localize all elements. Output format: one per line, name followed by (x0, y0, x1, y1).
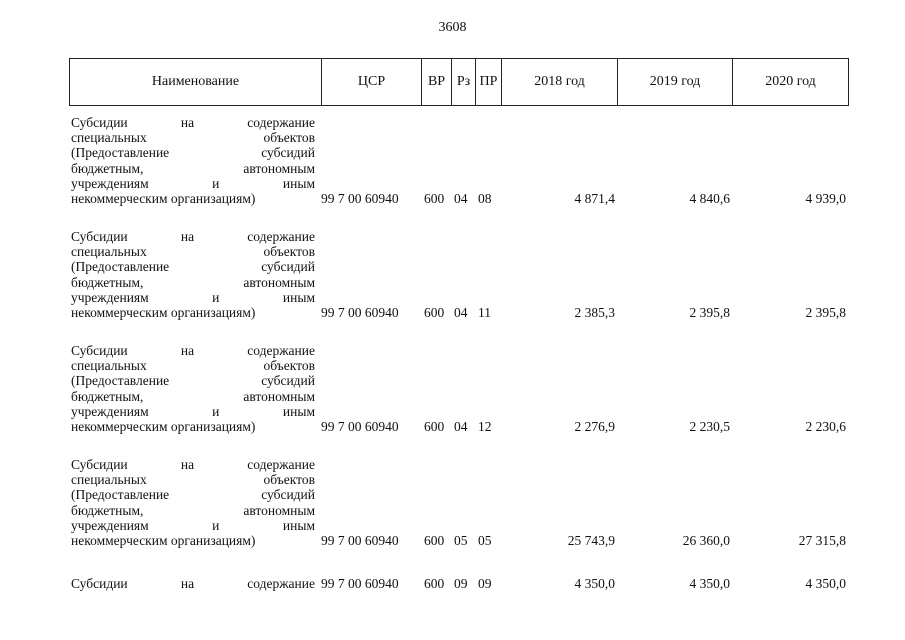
row-name-line: учреждениям и иным (71, 403, 315, 419)
cell-rz: 04 (454, 305, 468, 320)
cell-y2020: 4 939,0 (805, 191, 846, 206)
cell-vr: 600 (424, 305, 445, 320)
row-name-line: учреждениям и иным (71, 175, 315, 191)
row-name-line: Субсидии на содержание (71, 343, 315, 358)
row-name-line: Субсидии на содержание (71, 457, 315, 472)
header-vr: ВР (422, 59, 452, 105)
row-name (71, 457, 315, 548)
cell-csr: 99 7 00 60940 (321, 419, 399, 434)
cell-pr: 08 (478, 191, 492, 206)
header-2018: 2018 год (502, 59, 618, 105)
cell-vr: 600 (424, 533, 445, 548)
row-name-line: (Предоставление субсидий (71, 259, 315, 275)
cell-vr: 600 (424, 419, 445, 434)
cell-y2020: 2 230,6 (805, 419, 846, 434)
cell-pr: 05 (478, 533, 492, 548)
cell-y2020: 27 315,8 (798, 533, 846, 548)
cell-pr: 12 (478, 419, 492, 434)
cell-csr: 99 7 00 60940 (321, 576, 399, 591)
cell-vr: 600 (424, 576, 445, 591)
cell-y2018: 2 276,9 (574, 419, 615, 434)
header-name: Наименование (70, 59, 322, 105)
cell-pr: 09 (478, 576, 492, 591)
row-name-line: Субсидии на содержание (71, 229, 315, 244)
cell-y2019: 4 840,6 (689, 191, 730, 206)
row-name-line: Субсидии на содержание (71, 576, 315, 591)
row-name-line: учреждениям и иным (71, 289, 315, 305)
cell-rz: 04 (454, 191, 468, 206)
header-pr: ПР (476, 59, 502, 105)
cell-rz: 05 (454, 533, 468, 548)
cell-y2018: 4 350,0 (574, 576, 615, 591)
row-name-line: бюджетным, автономным (71, 502, 315, 518)
cell-y2020: 2 395,8 (805, 305, 846, 320)
table-header (69, 58, 849, 106)
row-name (71, 115, 315, 206)
cell-y2018: 25 743,9 (567, 533, 615, 548)
page-number: 3608 (438, 20, 467, 35)
row-name-line: бюджетным, автономным (71, 160, 315, 176)
row-name (71, 576, 315, 591)
cell-y2019: 4 350,0 (689, 576, 730, 591)
cell-csr: 99 7 00 60940 (321, 533, 399, 548)
row-name-line: специальных объектов (71, 472, 315, 488)
cell-y2018: 4 871,4 (574, 191, 615, 206)
row-name-line: специальных объектов (71, 244, 315, 260)
header-2019: 2019 год (618, 59, 733, 105)
row-name-line: некоммерческим организациям) (71, 418, 256, 434)
header-csr: ЦСР (322, 59, 422, 105)
row-name-line: (Предоставление субсидий (71, 487, 315, 503)
row-name-line: Субсидии на содержание (71, 115, 315, 130)
row-name-line: специальных объектов (71, 358, 315, 374)
header-2020: 2020 год (765, 74, 816, 89)
row-name-line: некоммерческим организациям) (71, 190, 256, 206)
cell-vr: 600 (424, 191, 445, 206)
cell-y2019: 2 230,5 (689, 419, 730, 434)
row-name-line: (Предоставление субсидий (71, 373, 315, 389)
cell-y2020: 4 350,0 (805, 576, 846, 591)
row-name-line: некоммерческим организациям) (71, 532, 256, 548)
row-name-line: бюджетным, автономным (71, 388, 315, 404)
cell-y2019: 2 395,8 (689, 305, 730, 320)
cell-y2018: 2 385,3 (574, 305, 615, 320)
cell-rz: 09 (454, 576, 468, 591)
row-name-line: специальных объектов (71, 130, 315, 146)
cell-csr: 99 7 00 60940 (321, 191, 399, 206)
row-name-line: некоммерческим организациям) (71, 304, 256, 320)
cell-y2019: 26 360,0 (682, 533, 730, 548)
row-name (71, 343, 315, 434)
row-name-line: (Предоставление субсидий (71, 145, 315, 161)
header-rz: Рз (452, 59, 476, 105)
cell-csr: 99 7 00 60940 (321, 305, 399, 320)
cell-rz: 04 (454, 419, 468, 434)
cell-pr: 11 (478, 305, 491, 320)
row-name-line: учреждениям и иным (71, 517, 315, 533)
row-name (71, 229, 315, 320)
row-name-line: бюджетным, автономным (71, 274, 315, 290)
